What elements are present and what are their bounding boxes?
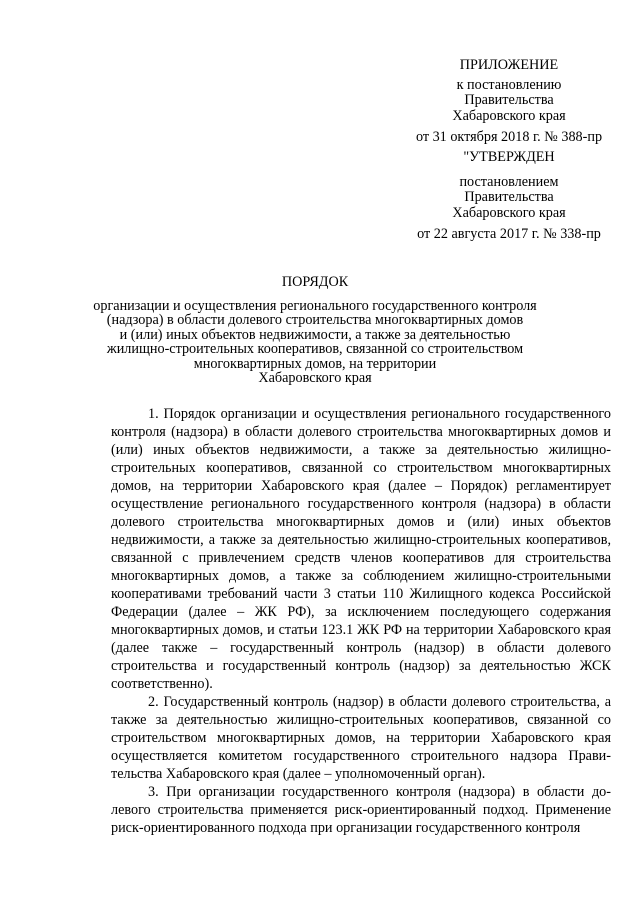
paragraph-1: 1. Порядок организации и осуществления регионального государственного контроля (надзора) в области долевого строительства многоквартирных домов и (или) иных объектов недвижимости, а также за деятельностью жилищно-строительных кооперативов, связанной со строительством многоквартирных домов, на территории Хабаровского края (далее – Порядок) регламентирует осуществление регионального государственного контроля (надзора) в области долевого строительства многоквартирных домов и (или) иных объектов недвижимости, а также за деятельностью жилищно-строительных кооперативов, связанной с привлечением средств членов кооперативов для строительства многоквартирных домов, а также за соблюдением жилищно-строительными кооперативами требований части 3 статьи 110 Жилищного кодекса Российской Федерации (далее – ЖК РФ), за исключением последующего содержания многоквартирных домов, и статьи 123.1 ЖК РФ на территории Хабаровского края (далее также – государственный контроль (надзор) в области долевого строительства и государственный контроль (надзор) за деятельностью ЖСК соответственно). xyxy=(111,406,611,692)
heading-title: ПОРЯДОК xyxy=(281,274,349,290)
heading-line: жилищно-строительных кооперативов, связанной со строительством xyxy=(106,341,524,357)
heading-line: организации и осуществления регионального государственного контроля xyxy=(93,297,537,314)
approved-line-3: Хабаровского края xyxy=(452,204,566,221)
approved-block xyxy=(398,150,620,243)
appendix-title: ПРИЛОЖЕНИЕ xyxy=(459,57,559,73)
heading-line: (надзора) в области долевого строительства многоквартирных домов xyxy=(106,312,524,328)
approved-line-1: постановлением xyxy=(459,173,559,190)
document-body xyxy=(111,405,611,837)
appendix-line-1: к постановлению xyxy=(456,76,562,93)
approved-title: "УТВЕРЖДЕН xyxy=(463,149,555,165)
appendix-date: от 31 октября 2018 г. № 388-пр xyxy=(415,129,603,145)
heading-line: Хабаровского края xyxy=(258,370,372,386)
heading-line: многоквартирных домов, на территории xyxy=(193,355,437,372)
approved-line-2: Правительства xyxy=(464,189,554,205)
heading-line: и (или) иных объектов недвижимости, а также за деятельностью xyxy=(119,326,511,343)
appendix-block xyxy=(398,58,620,146)
document-heading xyxy=(90,275,540,386)
appendix-line-3: Хабаровского края xyxy=(452,107,566,124)
paragraph-2: 2. Государственный контроль (надзор) в области долевого строительства, а также за деятельностью жилищно-строительных кооперативов, связанной со строительством многоквартирных домов, на территории Хабаровского края осуществляется комитетом государственного строительного надзора Правительства Хабаровского края (далее – уполномоченный орган). xyxy=(111,694,611,782)
approved-date: от 22 августа 2017 г. № 338-пр xyxy=(417,226,601,242)
paragraph-3: 3. При организации государственного контроля (надзора) в области долевого строительства применяется риск-ориентированный подход. Применение риск-ориентированного подхода при организации государственного контроля xyxy=(111,784,611,836)
appendix-line-2: Правительства xyxy=(464,92,554,108)
